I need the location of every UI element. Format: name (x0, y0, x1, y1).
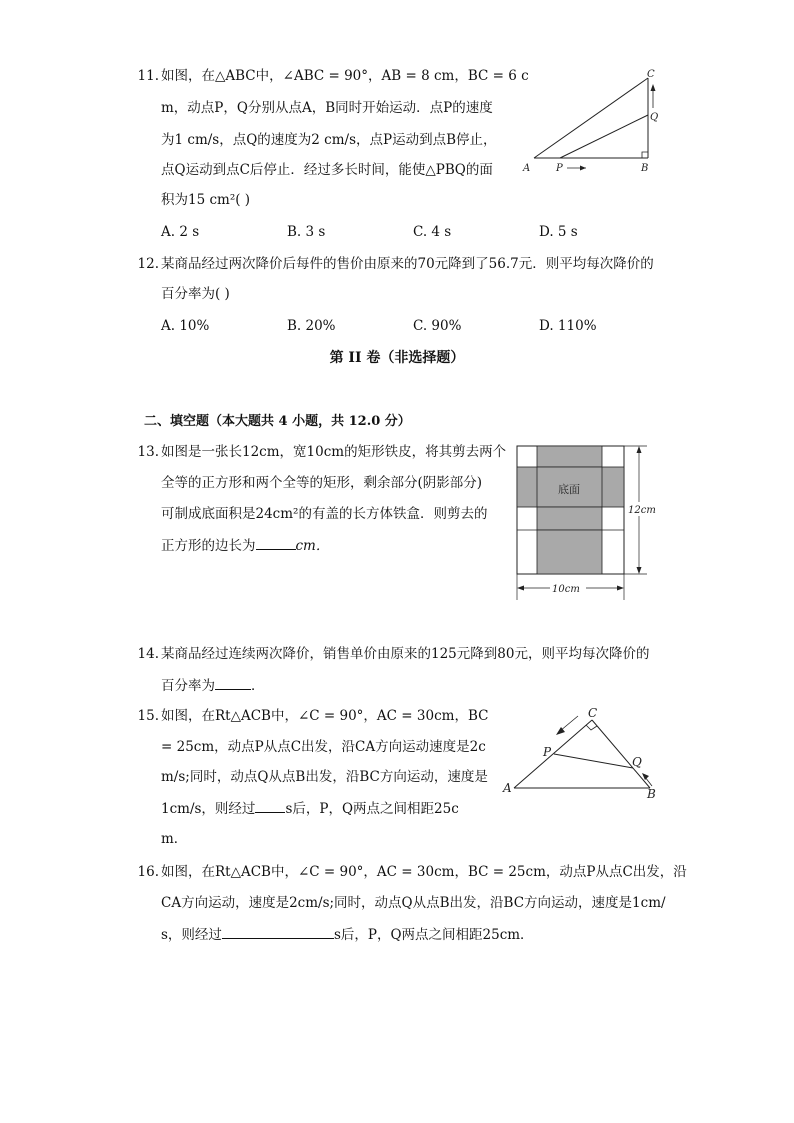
q11-option-d: D. 5 s (539, 224, 578, 240)
q12-text-line-1: 某商品经过两次降价后每件的售价由原来的70元降到了56.7元．则平均每次降价的 (161, 256, 654, 272)
q11-label-a: A (523, 163, 531, 174)
q11-segment-ac (534, 78, 648, 158)
q14-line2-prefix: 百分率为 (161, 678, 215, 694)
q13-answer-blank[interactable] (256, 535, 296, 550)
q15-label-p: P (543, 745, 552, 759)
q11-right-angle-mark (642, 152, 648, 158)
q15-segment-pq (554, 754, 633, 768)
q16-text-line-1: 如图，在Rt△ACB中，∠C = 90°，AC = 30cm，BC = 25cm，动点P从点C出发，沿 (161, 864, 687, 880)
q16-number: 16. (137, 864, 159, 880)
q15-label-q: Q (632, 755, 642, 769)
q13-text-line-2: 全等的正方形和两个全等的矩形，剩余部分(阴影部分) (161, 475, 483, 491)
section2-heading: 二、填空题（本大题共 4 小题，共 12.0 分） (144, 414, 411, 429)
q11-text-line-1: 如图，在△ABC中，∠ABC = 90°，AB = 8 cm，BC = 6 c (161, 68, 529, 84)
q15-line4-suffix: s后，P，Q两点之间相距25c (285, 801, 459, 817)
q13-line4-suffix: cm． (295, 538, 330, 554)
q15-answer-blank[interactable] (255, 798, 285, 813)
q15-number: 15. (137, 708, 159, 724)
q13-text-line-4 (161, 535, 329, 556)
q15-segment-ac (514, 720, 592, 788)
q11-option-c: C. 4 s (413, 224, 452, 240)
q11-arrow-p-head (580, 166, 586, 171)
q13-base-label: 底面 (558, 483, 580, 496)
q15-label-b: B (647, 787, 656, 801)
q15-segment-cb (592, 720, 650, 788)
q11-arrow-q-head (651, 84, 656, 91)
q12-text-line-2: 百分率为( ) (161, 286, 230, 302)
q13-shaded-side (537, 507, 602, 530)
q13-text-line-3: 可制成底面积是24cm²的有盖的长方体铁盒．则剪去的 (161, 506, 488, 522)
q15-arrow-q-head (642, 773, 649, 780)
q14-line2-suffix: ． (251, 678, 265, 694)
q11-label-b: B (641, 163, 649, 174)
q16-text-line-3 (161, 924, 534, 945)
q13-width-label: 10cm (552, 584, 580, 595)
q11-label-q: Q (650, 112, 659, 123)
q13-text-line-1: 如图是一张长12cm，宽10cm的矩形铁皮，将其剪去两个 (161, 444, 507, 460)
q13-height-label: 12cm (628, 505, 656, 516)
q12-option-a: A. 10% (161, 318, 210, 334)
q15-text-line-1: 如图，在Rt△ACB中，∠C = 90°，AC = 30cm，BC (161, 708, 489, 724)
q15-text-line-4 (161, 798, 459, 819)
q12-option-c: C. 90% (413, 318, 462, 334)
q16-line3-suffix: s后，P，Q两点之间相距25cm． (333, 927, 534, 943)
q11-label-p: P (556, 163, 563, 174)
q15-label-c: C (588, 706, 598, 720)
q15-arrow-p (560, 716, 578, 731)
q15-figure (500, 704, 670, 804)
q11-segment-pq (560, 115, 648, 158)
q13-width-arrow-left (517, 586, 524, 591)
q13-line4-prefix: 正方形的边长为 (161, 538, 256, 554)
q15-line4-prefix: 1cm/s，则经过 (161, 801, 256, 817)
part2-title: 第 II 卷（非选择题） (329, 350, 465, 366)
q11-text-line-4: 点Q运动到点C后停止．经过多长时间，能使△PBQ的面 (161, 162, 493, 178)
q13-number: 13. (137, 444, 159, 460)
q15-right-angle-mark (586, 725, 597, 730)
q13-shaded-top (537, 530, 602, 574)
q16-text-line-2: CA方向运动，速度是2cm/s;同时，动点Q从点B出发，沿BC方向运动，速度是1cm/ (161, 895, 666, 911)
q15-text-line-5: m． (161, 831, 188, 847)
q11-text-line-3: 为1 cm/s，点Q的速度为2 cm/s，点P运动到点B停止， (161, 132, 497, 148)
q11-number: 11. (137, 68, 159, 84)
q14-text-line-2 (161, 675, 265, 696)
q12-option-b: B. 20% (287, 318, 336, 334)
q14-answer-blank[interactable] (215, 675, 251, 690)
q11-text-line-2: m，动点P，Q分别从点A，B同时开始运动．点P的速度 (161, 100, 493, 116)
q12-number: 12. (137, 256, 159, 272)
q15-text-line-2: = 25cm，动点P从点C出发，沿CA方向运动速度是2c (161, 739, 486, 755)
q15-text-line-3: m/s;同时，动点Q从点B出发，沿BC方向运动，速度是 (161, 769, 488, 785)
q11-option-b: B. 3 s (287, 224, 326, 240)
q14-number: 14. (137, 646, 159, 662)
q15-label-a: A (503, 781, 512, 795)
q11-figure (520, 66, 670, 176)
q14-text-line-1: 某商品经过连续两次降价，销售单价由原来的125元降到80元，则平均每次降价的 (161, 646, 650, 662)
q16-line3-prefix: s，则经过 (161, 927, 222, 943)
q13-height-arrow-bottom (637, 567, 642, 574)
q13-shaded-lid (537, 446, 602, 467)
q13-height-arrow-top (637, 446, 642, 453)
q12-option-d: D. 110% (539, 318, 597, 334)
q13-width-arrow-right (617, 586, 624, 591)
q11-option-a: A. 2 s (161, 224, 200, 240)
q11-text-line-5: 积为15 cm²( ) (161, 192, 251, 208)
q16-answer-blank[interactable] (222, 924, 334, 939)
q11-label-c: C (647, 69, 655, 80)
q13-figure (512, 440, 672, 605)
